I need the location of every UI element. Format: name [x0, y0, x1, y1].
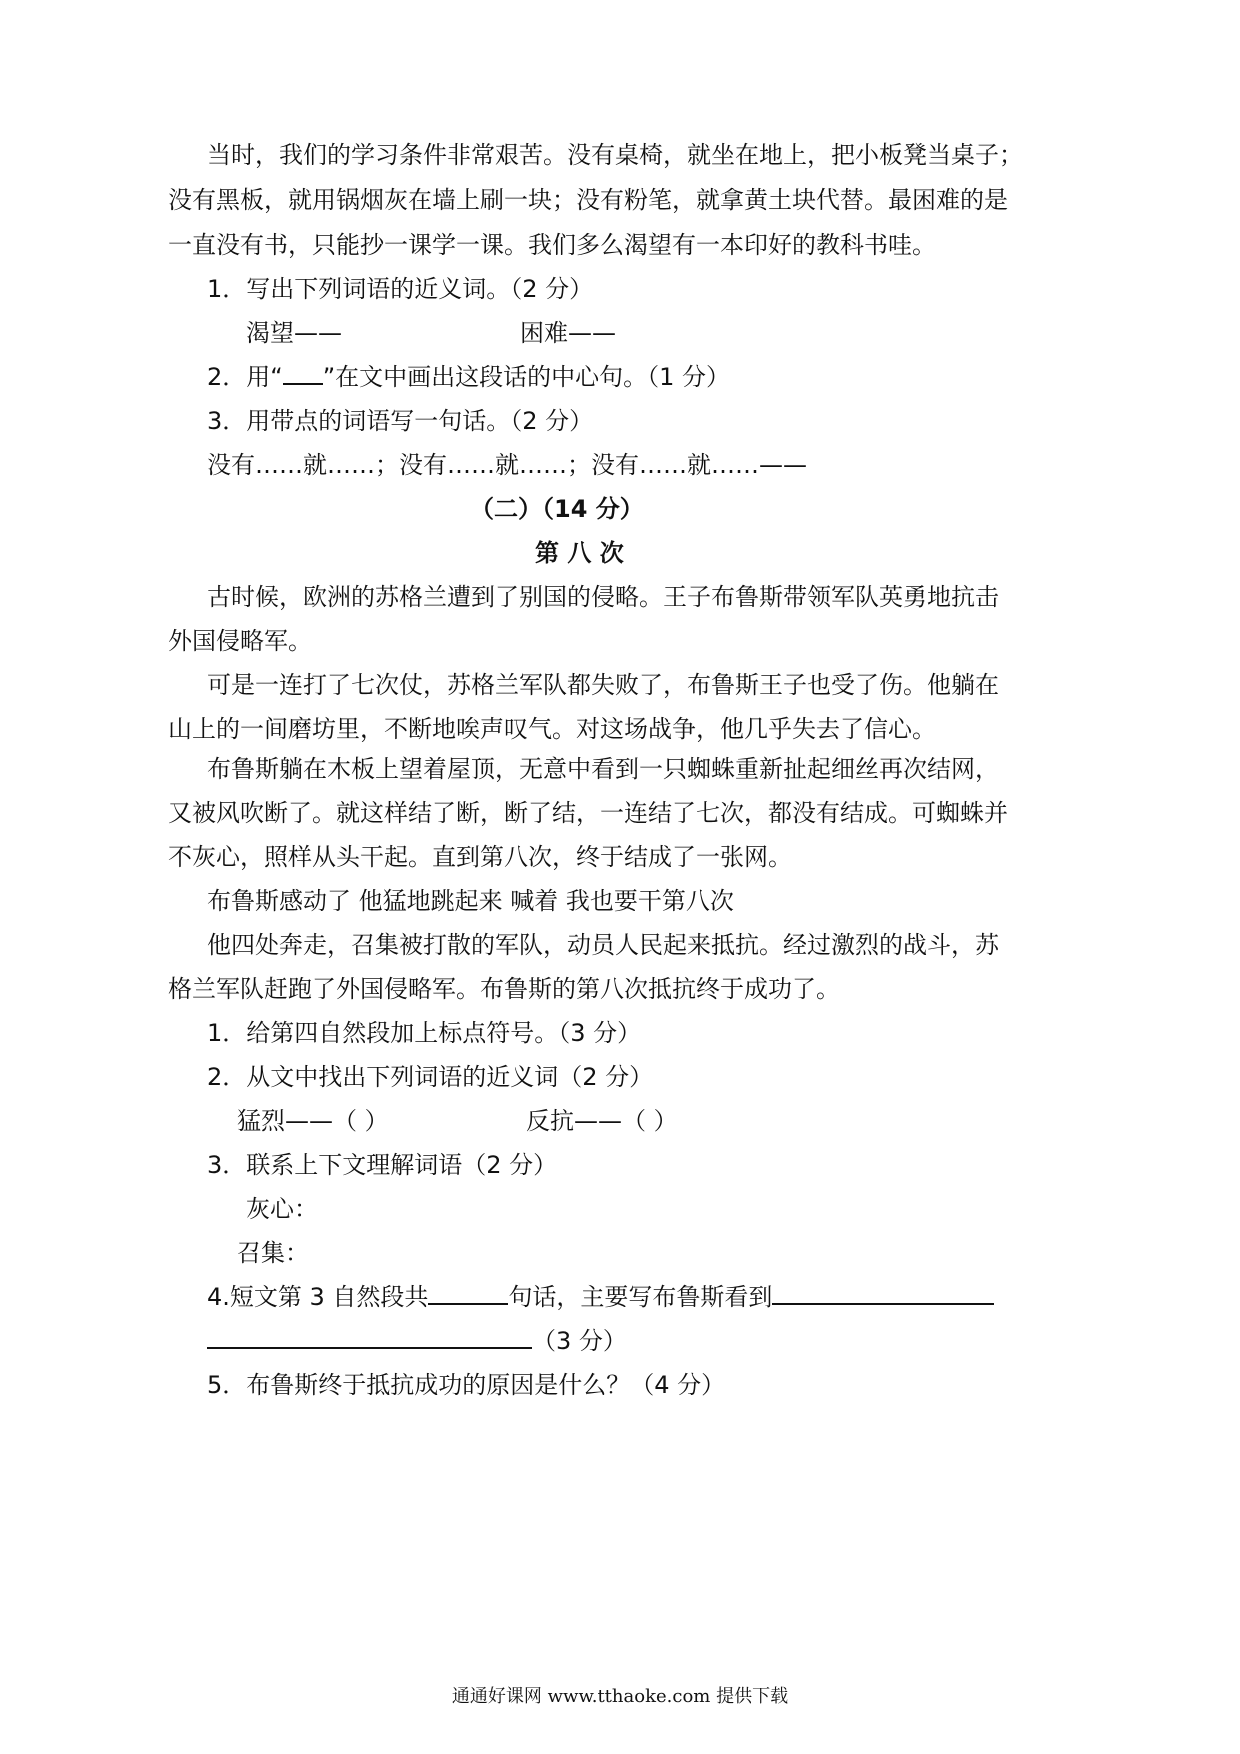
passage-line-1: 当时，我们的学习条件非常艰苦。没有桌椅，就坐在地上，把小板凳当桌子； — [207, 141, 1023, 169]
question-2-3: 3．联系上下文理解词语（2 分） — [207, 1151, 558, 1179]
question-2 — [207, 361, 730, 393]
story-line-5: 布鲁斯躺在木板上望着屋顶，无意中看到一只蜘蛛重新扯起细丝再次结网， — [207, 755, 999, 783]
passage-line-2: 没有黑板，就用锅烟灰在墙上刷一块；没有粉笔，就拿黄土块代替。最困难的是 — [168, 186, 1008, 214]
story-line-4: 山上的一间磨坊里，不断地唉声叹气。对这场战争，他几乎失去了信心。 — [168, 715, 936, 743]
question-2-3-word-b: 召集： — [237, 1239, 309, 1267]
question-2-2-word-a: 猛烈——（ ） — [237, 1107, 389, 1135]
question-2-4-score: （3 分） — [532, 1327, 627, 1355]
question-3-pattern: 没有……就……；没有……就……；没有……就……—— — [207, 451, 807, 479]
story-line-7: 不灰心，照样从头干起。直到第八次，终于结成了一张网。 — [168, 843, 792, 871]
question-2-3-word-a: 灰心： — [246, 1195, 318, 1223]
story-line-6: 又被风吹断了。就这样结了断，断了结，一连结了七次，都没有结成。可蜘蛛并 — [168, 799, 1008, 827]
question-2-4-line-2 — [207, 1325, 627, 1357]
underline-mark — [283, 361, 323, 385]
passage-line-3: 一直没有书，只能抄一课学一课。我们多么渴望有一本印好的教科书哇。 — [168, 231, 936, 259]
page-footer: 通通好课网 www.tthaoke.com 提供下载 — [451, 1686, 789, 1707]
question-1-word-b: 困难—— — [520, 319, 616, 347]
question-2-text-before: 2．用“ — [207, 363, 283, 391]
question-2-text-after: ”在文中画出这段话的中心句。（1 分） — [322, 363, 731, 391]
question-2-2: 2．从文中找出下列词语的近义词（2 分） — [207, 1063, 654, 1091]
story-line-3: 可是一连打了七次仗，苏格兰军队都失败了，布鲁斯王子也受了伤。他躺在 — [207, 671, 999, 699]
story-line-8: 布鲁斯感动了 他猛地跳起来 喊着 我也要干第八次 — [207, 887, 734, 915]
question-2-4 — [207, 1281, 994, 1313]
answer-blank-content[interactable] — [772, 1281, 994, 1305]
answer-blank-content-cont[interactable] — [207, 1325, 532, 1349]
story-line-9: 他四处奔走，召集被打散的军队，动员人民起来抵抗。经过激烈的战斗，苏 — [207, 931, 999, 959]
story-line-2: 外国侵略军。 — [168, 627, 312, 655]
question-2-1: 1．给第四自然段加上标点符号。（3 分） — [207, 1019, 642, 1047]
question-2-4-part1: 4.短文第 3 自然段共 — [207, 1283, 429, 1311]
question-2-5: 5．布鲁斯终于抵抗成功的原因是什么？（4 分） — [207, 1371, 726, 1399]
question-3: 3．用带点的词语写一句话。（2 分） — [207, 407, 594, 435]
answer-blank-count[interactable] — [428, 1281, 508, 1305]
question-2-2-word-b: 反抗——（ ） — [526, 1107, 678, 1135]
story-line-10: 格兰军队赶跑了外国侵略军。布鲁斯的第八次抵抗终于成功了。 — [168, 975, 840, 1003]
question-1-word-a: 渴望—— — [246, 319, 342, 347]
question-1: 1．写出下列词语的近义词。（2 分） — [207, 275, 594, 303]
story-line-1: 古时候，欧洲的苏格兰遭到了别国的侵略。王子布鲁斯带领军队英勇地抗击 — [207, 583, 999, 611]
question-2-4-part2: 句话，主要写布鲁斯看到 — [508, 1283, 773, 1311]
story-title: 第 八 次 — [535, 539, 624, 567]
section-heading: （二）（14 分） — [470, 495, 644, 523]
